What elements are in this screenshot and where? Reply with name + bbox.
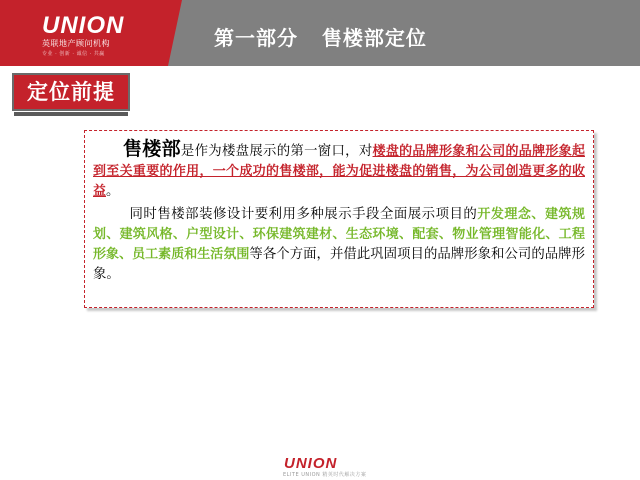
paragraph-2 xyxy=(93,205,585,285)
section-underline xyxy=(14,112,128,116)
content-box xyxy=(84,130,594,308)
paragraph-2-text-a: 同时售楼部装修设计要利用多种展示手段全面展示项目的 xyxy=(129,207,478,222)
header-bar xyxy=(0,0,640,66)
paragraph-2-highlight: 开发理念、建筑规划、建筑风格、户型设计、环保建筑建材、生态环境、配套、物业管理智能化、工程形象、员工素质和生活氛围 xyxy=(93,207,585,262)
union-logo: UNION xyxy=(42,12,125,39)
logo-tagline: 专业 · 创新 · 诚信 · 共赢 xyxy=(42,51,105,57)
paragraph-2-text-b: 等各个方面，并借此巩固项目的品牌形象和公司的品牌形象。 xyxy=(93,247,585,282)
paragraph-1 xyxy=(93,139,585,202)
page-title: 第一部分 售楼部定位 xyxy=(214,26,427,50)
paragraph-1-text-a: 是作为楼盘展示的第一窗口，对 xyxy=(180,144,373,159)
footer-logo: UNION xyxy=(284,455,338,472)
section-tag: 定位前提 xyxy=(12,73,130,111)
paragraph-1-highlight: 楼盘的品牌形象和公司的品牌形象起到至关重要的作用，一个成功的售楼部，能为促进楼盘的销售，为公司创造更多的收益 xyxy=(93,144,585,199)
logo-block xyxy=(0,0,168,66)
footer-subtitle: ELITE UNION 精英时代解决方案 xyxy=(283,472,367,478)
lead-term: 售楼部 xyxy=(123,138,181,160)
paragraph-1-text-b: 。 xyxy=(106,184,120,199)
logo-subtitle: 英联地产顾问机构 xyxy=(42,39,110,48)
header-wedge xyxy=(168,0,182,66)
